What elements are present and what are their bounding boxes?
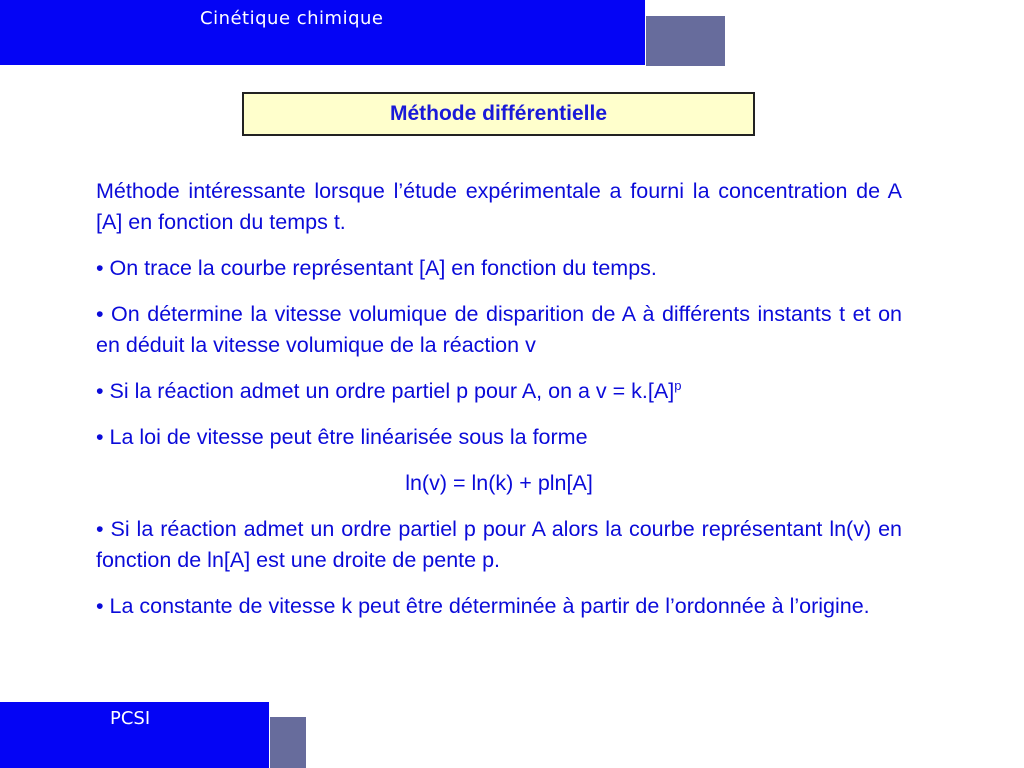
footer-banner [0,702,270,768]
slide-title: Méthode différentielle [389,102,608,125]
bullet-straight-line: • Si la réaction admet un ordre partiel p pour A alors la courbe représentant ln(v) en fonction de ln[A] est une droite de pente p. [96,517,902,572]
slide-title-box [242,92,755,136]
intro-paragraph: Méthode intéressante lorsque l’étude expérimentale a fourni la concentration de A [A] en fonction du temps t. [96,179,902,234]
bullet-determine-speed: • On détermine la vitesse volumique de disparition de A à différents instants t et on en déduit la vitesse volumique de la réaction v [96,302,902,357]
slide-content [96,176,902,637]
footer-shadow-block [270,717,306,768]
equation: ln(v) = ln(k) + pln[A] [405,471,593,495]
exponent-p: p [674,378,682,393]
bullet-rate-constant: • La constante de vitesse k peut être déterminée à partir de l’ordonnée à l’origine. [96,594,870,618]
bullet-partial-order [96,376,902,407]
bullet-trace-curve: • On trace la courbe représentant [A] en fonction du temps. [96,256,657,280]
bullet-partial-order-text: • Si la réaction admet un ordre partiel p pour A, on a v = k.[A] [96,379,675,403]
footer-label: PCSI [110,708,151,729]
header-title: Cinétique chimique [200,8,384,29]
header-shadow-block [646,16,725,66]
header-banner [0,0,646,66]
bullet-linearized: • La loi de vitesse peut être linéarisée sous la forme [96,425,588,449]
